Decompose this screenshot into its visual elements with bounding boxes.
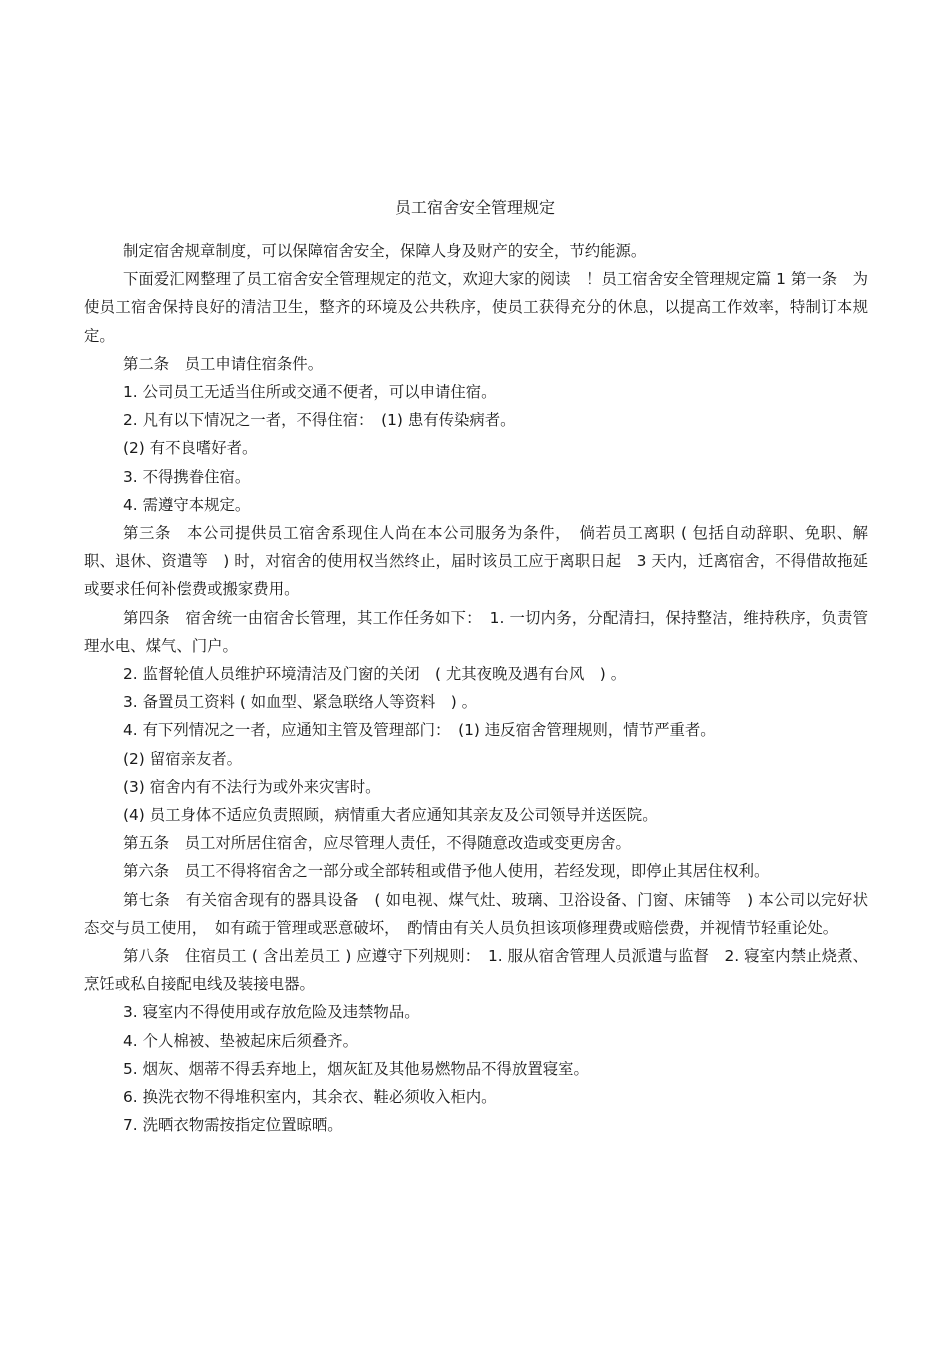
paragraph: 3. 寝室内不得使用或存放危险及违禁物品。 — [123, 1003, 420, 1022]
paragraph: 5. 烟灰、烟蒂不得丢弃地上，烟灰缸及其他易燃物品不得放置寝室。 — [123, 1059, 589, 1078]
paragraph: 7. 洗晒衣物需按指定位置晾晒。 — [123, 1116, 343, 1135]
document-title: 员工宿舍安全管理规定 — [394, 198, 555, 217]
paragraph: 制定宿舍规章制度，可以保障宿舍安全，保障人身及财产的安全，节约能源。 — [123, 242, 647, 260]
paragraph: (2) 留宿亲友者。 — [123, 749, 243, 768]
paragraph: 1. 公司员工无适当住所或交通不便者，可以申请住宿。 — [123, 383, 497, 402]
paragraph: 第六条 员工不得将宿舍之一部分或全部转租或借予他人使用，若经发现，即停止其居住权利。 — [123, 862, 770, 881]
paragraph: 第二条 员工申请住宿条件。 — [123, 354, 324, 373]
paragraph: 第八条 住宿员工 ( 含出差员工 ) 应遵守下列规则： 1. 服从宿舍管理人员派遣与监督 2. 寝室内禁止烧煮、烹饪或私自接配电线及装接电器。 — [84, 947, 868, 994]
paragraph: 4. 个人棉被、垫被起床后须叠齐。 — [123, 1031, 359, 1050]
paragraph: 下面爱汇网整理了员工宿舍安全管理规定的范文，欢迎大家的阅读 ！员工宿舍安全管理规定篇 1 第一条 为使员工宿舍保持良好的清洁卫生，整齐的环境及公共秩序，使员工获得充分的休息，以提高工作效率，特制订本规定。 — [84, 270, 868, 345]
paragraph: 4. 需遵守本规定。 — [123, 495, 251, 514]
paragraph: 3. 备置员工资料 ( 如血型、紧急联络人等资料 ) 。 — [123, 693, 478, 712]
paragraph: 2. 监督轮值人员维护环境清洁及门窗的关闭 ( 尤其夜晚及遇有台风 ) 。 — [123, 665, 627, 684]
paragraph: 第五条 员工对所居住宿舍，应尽管理人责任，不得随意改造或变更房舍。 — [123, 834, 631, 853]
paragraph: 第七条 有关宿舍现有的器具设备 ( 如电视、煤气灶、玻璃、卫浴设备、门窗、床铺等 ) 本公司以完好状态交与员工使用， 如有疏于管理或恶意破坏， 酌情由有关人员负担该项修理费或赔偿费，并视情节轻重论处。 — [84, 890, 868, 937]
paragraph: 6. 换洗衣物不得堆积室内，其余衣、鞋必须收入柜内。 — [123, 1088, 497, 1107]
paragraph: (2) 有不良嗜好者。 — [123, 439, 258, 458]
paragraph: 第四条 宿舍统一由宿舍长管理，其工作任务如下： 1. 一切内务，分配清扫，保持整洁，维持秩序，负责管理水电、煤气、门户。 — [84, 608, 868, 655]
document-body — [84, 237, 868, 1140]
paragraph: 3. 不得携眷住宿。 — [123, 467, 251, 486]
paragraph: 2. 凡有以下情况之一者，不得住宿： (1) 患有传染病者。 — [123, 411, 516, 430]
paragraph: 第三条 本公司提供员工宿舍系现住人尚在本公司服务为条件， 倘若员工离职 ( 包括自动辞职、免职、解职、退休、资遣等 ) 时，对宿舍的使用权当然终止，届时该员工应于离职日起 3 天内，迁离宿舍，不得借故拖延或要求任何补偿费或搬家费用。 — [84, 524, 868, 599]
paragraph: (4) 员工身体不适应负责照顾，病情重大者应通知其亲友及公司领导并送医院。 — [123, 806, 658, 825]
paragraph: 4. 有下列情况之一者，应通知主管及管理部门： (1) 违反宿舍管理规则，情节严重者。 — [123, 721, 716, 740]
paragraph: (3) 宿舍内有不法行为或外来灾害时。 — [123, 777, 381, 796]
